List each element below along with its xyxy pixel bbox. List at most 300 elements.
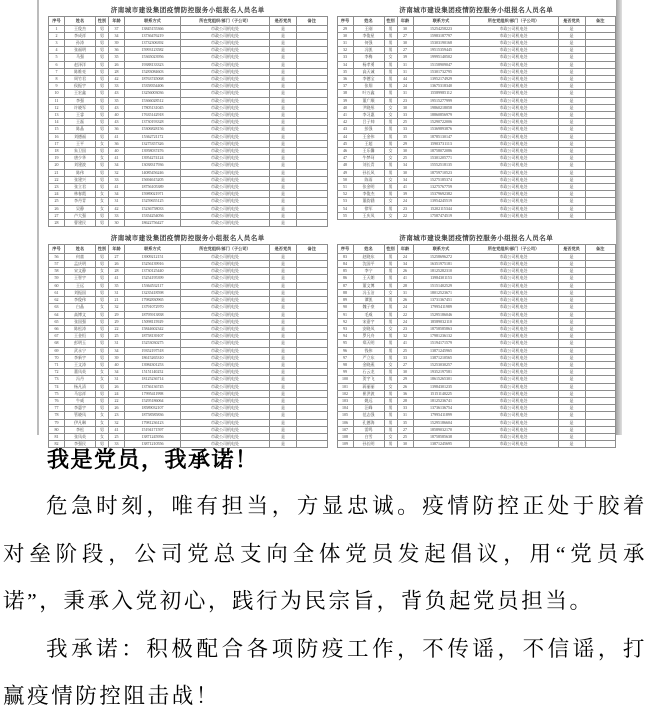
table-cell: 64 <box>49 311 65 318</box>
table-cell <box>297 333 328 340</box>
table-cell: 李新宇 <box>65 354 96 361</box>
table-cell: 32 <box>109 419 125 426</box>
table-cell: 27 <box>397 32 413 39</box>
table-cell: 18758585638 <box>413 433 469 440</box>
table-cell: 31 <box>397 68 413 75</box>
table-cell: 是 <box>558 47 585 54</box>
table-header-row <box>49 245 328 254</box>
table-cell: 市政公司机电处 <box>469 191 558 198</box>
table-cell <box>297 176 328 183</box>
table-cell: 13275357326 <box>125 140 181 147</box>
table-cell: 是 <box>270 304 297 311</box>
table-cell: 蒋丽丽 <box>353 383 384 390</box>
table-cell: 男 <box>96 83 109 90</box>
table-cell: 林春霞 <box>65 191 96 198</box>
table-cell <box>297 347 328 354</box>
table-cell: 42 <box>109 76 125 83</box>
table-cell: 30 <box>397 441 413 448</box>
table-cell: 80 <box>49 426 65 433</box>
table-cell: 钱伟 <box>353 347 384 354</box>
table-cell: 杨孝勇 <box>353 61 384 68</box>
table-cell <box>297 212 328 219</box>
table-row <box>337 282 616 289</box>
table-cell: 女 <box>384 361 397 368</box>
table-cell: 侯振宇 <box>65 83 96 90</box>
table-cell <box>297 253 328 260</box>
table-row <box>49 54 328 61</box>
table-cell <box>585 32 616 39</box>
table-row <box>49 155 328 162</box>
table-cell: 28 <box>49 220 65 227</box>
table-cell: 是 <box>270 112 297 119</box>
table-cell: 43 <box>109 90 125 97</box>
table-cell: 29 <box>337 25 353 32</box>
table-cell: 13952174929 <box>413 76 469 83</box>
table-cell: 市政公司机电处 <box>469 405 558 412</box>
table-cell: 市政公司机电处 <box>469 47 558 54</box>
table-row <box>337 205 616 212</box>
table-cell: 是 <box>270 419 297 426</box>
table-cell: 33 <box>397 126 413 133</box>
table-cell: 26 <box>109 405 125 412</box>
table-cell: 张建兴 <box>65 176 96 183</box>
table-cell: 男 <box>96 397 109 404</box>
table-cell: 市政公司机电处 <box>181 419 270 426</box>
table-cell: 男 <box>96 104 109 111</box>
table-cell: 18795913838 <box>125 311 181 318</box>
table-cell: 刘德福 <box>65 133 96 140</box>
table-cell: 34 <box>337 61 353 68</box>
table-cell: 13275767759 <box>413 184 469 191</box>
table-cell: 白雪 <box>353 433 384 440</box>
table-cell: 57 <box>49 261 65 268</box>
table-cell: 15253030275 <box>125 340 181 347</box>
table-cell: 是 <box>558 354 585 361</box>
table-cell: 男 <box>96 361 109 368</box>
table-cell: 27 <box>397 47 413 54</box>
table-cell: 赵晓东 <box>353 253 384 260</box>
roster-tables-grid <box>48 6 616 448</box>
page-edge-shadow <box>616 0 622 435</box>
table-cell: 104 <box>337 405 353 412</box>
table-cell: 是 <box>270 47 297 54</box>
table-cell: 市政公司机电处 <box>181 441 270 448</box>
table-cell: 是 <box>270 282 297 289</box>
table-cell: 市政公司机电处 <box>469 369 558 376</box>
table-cell: 39 <box>397 191 413 198</box>
table-cell: 4 <box>49 47 65 54</box>
table-row <box>49 268 328 275</box>
table-cell: 76 <box>49 397 65 404</box>
table-cell: 是 <box>558 268 585 275</box>
table-cell: 33 <box>109 83 125 90</box>
table-cell <box>585 268 616 275</box>
table-cell: 13984301253 <box>125 361 181 368</box>
table-cell: 崔洪波 <box>353 390 384 397</box>
table-cell: 15 <box>49 126 65 133</box>
table-cell: 40 <box>109 112 125 119</box>
table-cell: 王远 <box>65 282 96 289</box>
table-cell: 13984301153 <box>413 275 469 282</box>
table-cell: 39 <box>109 354 125 361</box>
roster-table-bottom-right <box>337 234 617 448</box>
table-row <box>337 97 616 104</box>
table-cell: 95 <box>337 340 353 347</box>
table-cell: 女 <box>384 289 397 296</box>
column-header: 所在党组织/部门（子公司） <box>469 17 558 26</box>
table-cell: 18759710523 <box>413 169 469 176</box>
column-header: 备注 <box>297 17 328 26</box>
table-cell: 98 <box>337 361 353 368</box>
table-row <box>49 282 328 289</box>
table-cell: 女 <box>96 198 109 205</box>
column-header: 序号 <box>337 17 353 26</box>
table-cell: 19 <box>49 155 65 162</box>
table-row <box>49 376 328 383</box>
table-cell: 17981236132 <box>413 333 469 340</box>
table-cell: 15903731113 <box>413 140 469 147</box>
table-cell: 市政公司机电处 <box>181 32 270 39</box>
table-cell: 男 <box>384 376 397 383</box>
table-cell: 女 <box>96 191 109 198</box>
table-row <box>49 83 328 90</box>
table-cell: 13675318340 <box>413 83 469 90</box>
table-cell <box>585 112 616 119</box>
table-cell: 是 <box>558 304 585 311</box>
table-cell: 26 <box>109 261 125 268</box>
table-cell: 是 <box>270 205 297 212</box>
table-cell: 男 <box>96 383 109 390</box>
table-cell: 是 <box>558 333 585 340</box>
table-cell: 男 <box>96 261 109 268</box>
table-cell: 26 <box>397 383 413 390</box>
table-cell: 33 <box>337 54 353 61</box>
table-cell: 是 <box>270 25 297 32</box>
table-cell <box>585 104 616 111</box>
table-cell: 市政公司机电处 <box>469 40 558 47</box>
table-cell: 81 <box>49 433 65 440</box>
table-cell <box>585 90 616 97</box>
table-cell <box>585 289 616 296</box>
table-row <box>337 354 616 361</box>
table-cell: 是 <box>270 268 297 275</box>
table-cell: 陈晶 <box>65 126 96 133</box>
roster-table <box>48 16 328 227</box>
table-cell <box>297 133 328 140</box>
table-cell <box>297 426 328 433</box>
table-cell: 男 <box>96 97 109 104</box>
table-cell: 17981236123 <box>125 419 181 426</box>
table-cell: 是 <box>270 253 297 260</box>
column-header: 年龄 <box>109 17 125 26</box>
table-cell: 男 <box>96 289 109 296</box>
table-cell: 是 <box>270 148 297 155</box>
table-cell: 是 <box>270 289 297 296</box>
table-cell: 30 <box>397 25 413 32</box>
table-cell: 男 <box>96 275 109 282</box>
table-row <box>337 311 616 318</box>
table-cell <box>297 325 328 332</box>
column-header: 联系方式 <box>413 17 469 26</box>
table-cell: 市政公司机电处 <box>469 198 558 205</box>
table-cell: 市政公司机电处 <box>181 297 270 304</box>
table-cell: 25 <box>397 433 413 440</box>
table-cell: 市政公司机电处 <box>469 311 558 318</box>
table-cell: 是 <box>558 176 585 183</box>
table-row <box>49 441 328 448</box>
table-cell: 毛威 <box>353 311 384 318</box>
table-cell: 石云龙 <box>353 369 384 376</box>
table-cell: 28 <box>109 68 125 75</box>
column-header: 备注 <box>297 245 328 254</box>
table-cell: 男 <box>96 333 109 340</box>
table-cell: 18785130147 <box>413 133 469 140</box>
table-cell: 是 <box>270 311 297 318</box>
table-cell: 男 <box>384 397 397 404</box>
table-cell: 男 <box>384 253 397 260</box>
table-cell: 11 <box>49 97 65 104</box>
table-cell <box>585 205 616 212</box>
table-cell: 市政公司机电处 <box>469 112 558 119</box>
table-cell: 是 <box>558 311 585 318</box>
table-cell <box>585 311 616 318</box>
table-cell: 31 <box>109 376 125 383</box>
table-cell: 陈维亮 <box>65 68 96 75</box>
table-row <box>49 47 328 54</box>
column-header: 姓名 <box>65 17 96 26</box>
table-cell: 男 <box>384 83 397 90</box>
table-cell: 张翔 <box>353 83 384 90</box>
table-cell <box>297 220 328 227</box>
table-cell: 是 <box>558 405 585 412</box>
table-cell: 市政公司机电处 <box>181 311 270 318</box>
table-cell: 董广顺 <box>353 97 384 104</box>
table-cell: 李丹青 <box>65 198 96 205</box>
table-cell: 市政公司机电处 <box>469 354 558 361</box>
table-cell: 市政公司机电处 <box>469 119 558 126</box>
table-cell: 15202115344 <box>413 205 469 212</box>
table-row <box>337 148 616 155</box>
table-cell: 13871245695 <box>413 441 469 448</box>
table-cell: 18125282310 <box>413 268 469 275</box>
table-cell: 是 <box>270 97 297 104</box>
table-cell: 女 <box>96 304 109 311</box>
table-cell <box>297 119 328 126</box>
table-cell: 男 <box>96 311 109 318</box>
table-cell: 伊凡琳 <box>65 419 96 426</box>
table-row <box>337 275 616 282</box>
table-cell: 17995411989 <box>413 304 469 311</box>
table-cell: 是 <box>270 155 297 162</box>
table-cell: 17982830965 <box>125 297 181 304</box>
table-cell: 43 <box>337 126 353 133</box>
table-cell: 16 <box>49 133 65 140</box>
table-cell: 86 <box>337 275 353 282</box>
table-cell: 市政公司机电处 <box>469 325 558 332</box>
table-cell: 15354254056 <box>125 212 181 219</box>
table-cell: 13038317936 <box>125 162 181 169</box>
table-cell <box>297 297 328 304</box>
table-row <box>49 112 328 119</box>
table-cell: 市政公司机电处 <box>181 76 270 83</box>
table-cell: 李俊伟 <box>65 297 96 304</box>
column-header: 年龄 <box>109 245 125 254</box>
table-cell: 52 <box>337 191 353 198</box>
roster-table-title: 济南城市建设集团疫情防控服务小组报名人员名单 <box>110 7 265 14</box>
table-cell: 王金伟 <box>353 133 384 140</box>
table-cell <box>585 198 616 205</box>
table-row <box>49 68 328 75</box>
table-cell: 市政公司机电处 <box>469 261 558 268</box>
table-cell: 15295186046 <box>413 311 469 318</box>
table-cell: 市政公司机电处 <box>469 340 558 347</box>
table-cell: 雷鸣 <box>353 426 384 433</box>
table-cell: 市政公司机电处 <box>181 304 270 311</box>
table-cell <box>585 47 616 54</box>
table-cell: 女 <box>96 155 109 162</box>
table-cell <box>297 390 328 397</box>
column-header: 是否党员 <box>270 17 297 26</box>
column-header: 年龄 <box>397 17 413 26</box>
table-cell: 89 <box>337 297 353 304</box>
table-cell: 男 <box>96 354 109 361</box>
table-cell: 33 <box>397 405 413 412</box>
table-row <box>49 162 328 169</box>
table-cell: 15254258223 <box>413 25 469 32</box>
table-cell: 15369893876 <box>413 126 469 133</box>
table-cell: 15589985112 <box>413 90 469 97</box>
promise-text-section <box>0 445 650 721</box>
table-cell: 男 <box>384 162 397 169</box>
table-cell: 34 <box>397 261 413 268</box>
table-cell: 是 <box>270 369 297 376</box>
table-row <box>49 383 328 390</box>
table-cell: 17587474519 <box>413 212 469 219</box>
table-cell: 47 <box>337 155 353 162</box>
table-cell: 市政公司机电处 <box>181 347 270 354</box>
table-cell: 94 <box>337 333 353 340</box>
table-cell: 是 <box>558 112 585 119</box>
table-cell: 市政公司机电处 <box>469 68 558 75</box>
table-row <box>49 261 328 268</box>
table-cell: 刘建波 <box>65 162 96 169</box>
table-cell: 13 <box>49 112 65 119</box>
table-cell: 男 <box>384 61 397 68</box>
table-header-row <box>49 17 328 26</box>
roster-table <box>48 244 328 448</box>
table-cell: 59 <box>49 275 65 282</box>
table-cell: 市政公司机电处 <box>469 297 558 304</box>
table-cell: 24 <box>397 253 413 260</box>
roster-table-title: 济南城市建设集团疫情防控服务小组报名人员名单 <box>399 235 554 243</box>
table-cell: 市政公司机电处 <box>181 212 270 219</box>
table-cell: 8 <box>49 76 65 83</box>
table-cell: 7 <box>49 68 65 75</box>
table-row <box>337 253 616 260</box>
table-cell <box>585 383 616 390</box>
table-cell: 31 <box>397 412 413 419</box>
table-cell: 22 <box>109 397 125 404</box>
table-cell <box>297 184 328 191</box>
table-cell: 是 <box>558 376 585 383</box>
table-cell: 32 <box>109 304 125 311</box>
table-cell: 是 <box>558 361 585 368</box>
table-cell: 13871210565 <box>413 354 469 361</box>
table-cell: 31 <box>397 61 413 68</box>
table-cell: 市政公司机电处 <box>469 433 558 440</box>
table-cell: 男 <box>384 419 397 426</box>
table-cell: 1 <box>49 25 65 32</box>
table-cell: 是 <box>270 297 297 304</box>
table-cell: 是 <box>558 282 585 289</box>
table-cell: 106 <box>337 419 353 426</box>
table-cell: 18756105389 <box>125 184 181 191</box>
table-cell: 刘振国 <box>65 289 96 296</box>
table-cell: 13256003036 <box>125 90 181 97</box>
table-cell: 是 <box>558 369 585 376</box>
table-cell: 市政公司机电处 <box>181 184 270 191</box>
roster-table-title: 济南城市建设集团疫情防控服务小组报名人员名单 <box>399 7 554 14</box>
table-cell: 高博文 <box>65 311 96 318</box>
table-cell: 金晓燕 <box>353 361 384 368</box>
table-cell: 27 <box>49 212 65 219</box>
table-cell: 是 <box>558 289 585 296</box>
table-cell: 22 <box>397 212 413 219</box>
table-row <box>49 76 328 83</box>
table-cell: 26 <box>397 297 413 304</box>
table-cell <box>297 340 328 347</box>
table-cell: 15151402529 <box>413 282 469 289</box>
table-cell: 30 <box>397 169 413 176</box>
table-cell <box>297 311 328 318</box>
table-cell: 孙长风 <box>353 169 384 176</box>
table-cell: 市政公司机电处 <box>469 32 558 39</box>
table-cell: 18589032110 <box>413 318 469 325</box>
table-row <box>49 184 328 191</box>
column-header: 联系方式 <box>125 17 181 26</box>
table-row <box>337 419 616 426</box>
table-cell: 28 <box>109 268 125 275</box>
table-row <box>337 47 616 54</box>
table-cell <box>297 162 328 169</box>
table-cell: 安晓凤 <box>353 325 384 332</box>
table-cell: 女 <box>96 140 109 147</box>
table-cell: 市政公司机电处 <box>469 90 558 97</box>
table-cell: 92 <box>337 318 353 325</box>
table-cell: 15993123582 <box>125 47 181 54</box>
table-cell: 9 <box>49 83 65 90</box>
promise-paragraph-1: 危急时刻，唯有担当，方显忠诚。疫情防控正处于胶着对垒阶段，公司党总支向全体党员发起倡议，用“党员承诺”，秉承入党初心，践行为民宗旨，背负起党员担当。 <box>3 494 647 613</box>
table-cell <box>585 191 616 198</box>
table-cell: 18589032107 <box>125 405 181 412</box>
table-cell <box>297 318 328 325</box>
table-cell: 男 <box>384 68 397 75</box>
table-cell: 唐少华 <box>65 155 96 162</box>
table-cell: 15259655125 <box>125 198 181 205</box>
table-cell: 34 <box>109 191 125 198</box>
table-cell: 王智宇 <box>65 275 96 282</box>
table-cell: 15290722006 <box>413 119 469 126</box>
table-cell: 市政公司机电处 <box>181 405 270 412</box>
table-cell: 30 <box>109 220 125 227</box>
table-cell <box>297 191 328 198</box>
table-cell: 王超 <box>353 140 384 147</box>
table-cell: 张国强 <box>65 318 96 325</box>
table-cell: 35 <box>397 133 413 140</box>
column-header: 联系方式 <box>413 245 469 254</box>
table-cell: 42 <box>109 205 125 212</box>
table-cell: 男 <box>96 40 109 47</box>
